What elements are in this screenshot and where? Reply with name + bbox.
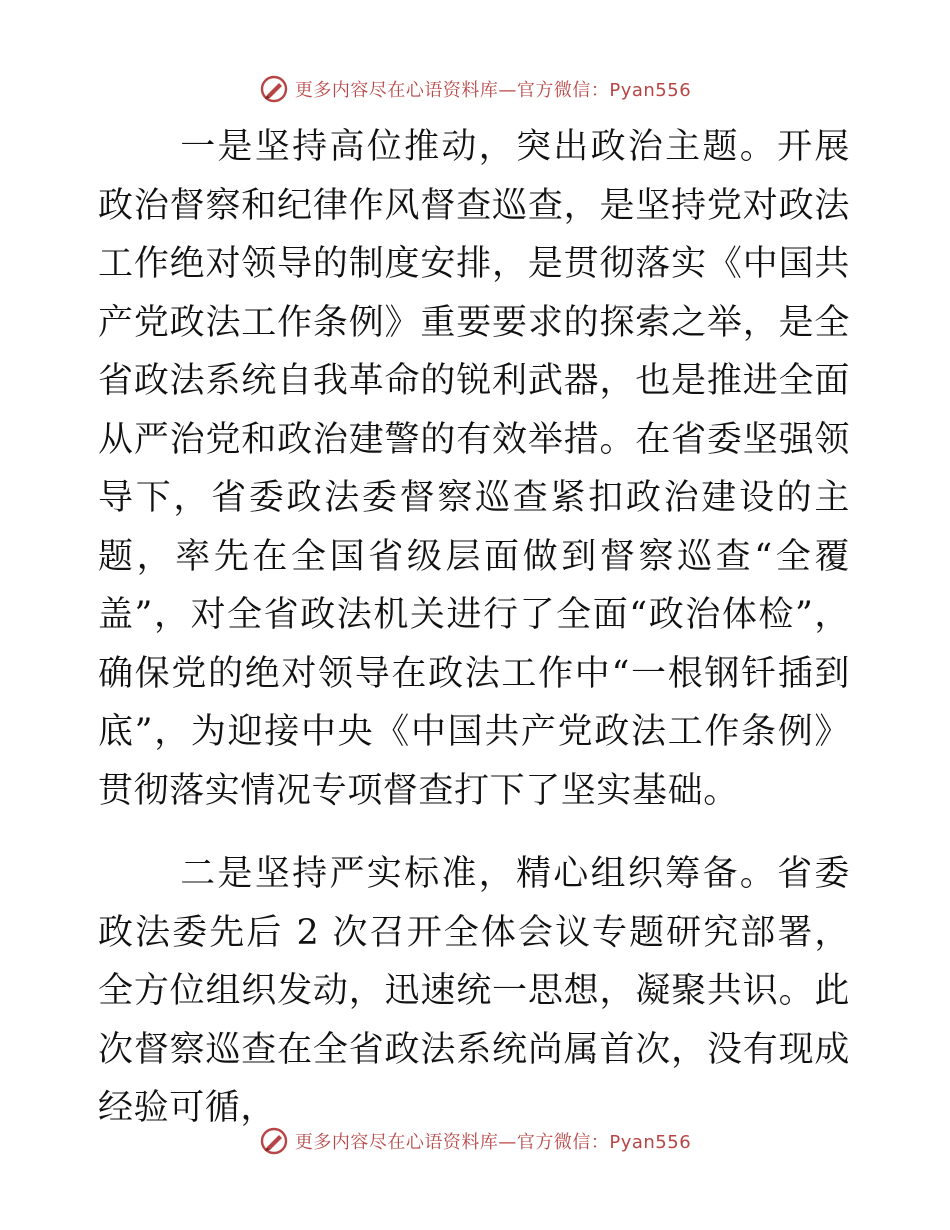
document-body	[98, 118, 850, 1138]
pen-circle-logo-icon	[259, 74, 289, 104]
header-watermark	[0, 74, 950, 104]
watermark-text: 更多内容尽在心语资料库—官方微信：Pyan556	[294, 80, 692, 101]
watermark-text: 更多内容尽在心语资料库—官方微信：Pyan556	[294, 1132, 692, 1153]
paragraph-2: 二是坚持严实标准，精心组织筹备。省委政法委先后 2 次召开全体会议专题研究部署，全方位组织发动，迅速统一思想，凝聚共识。此次督察巡查在全省政法系统尚属首次，没有现成经验可循，	[98, 854, 850, 1128]
footer-watermark	[0, 1126, 950, 1156]
pen-circle-logo-icon	[259, 1126, 289, 1156]
paragraph-1: 一是坚持高位推动，突出政治主题。开展政治督察和纪律作风督查巡查，是坚持党对政法工作绝对领导的制度安排，是贯彻落实《中国共产党政法工作条例》重要要求的探索之举，是全省政法系统自我革命的锐利武器，也是推进全面从严治党和政治建警的有效举措。在省委坚强领导下，省委政法委督察巡查紧扣政治建设的主题，率先在全国省级层面做到督察巡查“全覆盖”，对全省政法机关进行了全面“政治体检”，确保党的绝对领导在政法工作中“一根钢钎插到底”，为迎接中央《中国共产党政法工作条例》贯彻落实情况专项督查打下了坚实基础。	[98, 127, 850, 811]
